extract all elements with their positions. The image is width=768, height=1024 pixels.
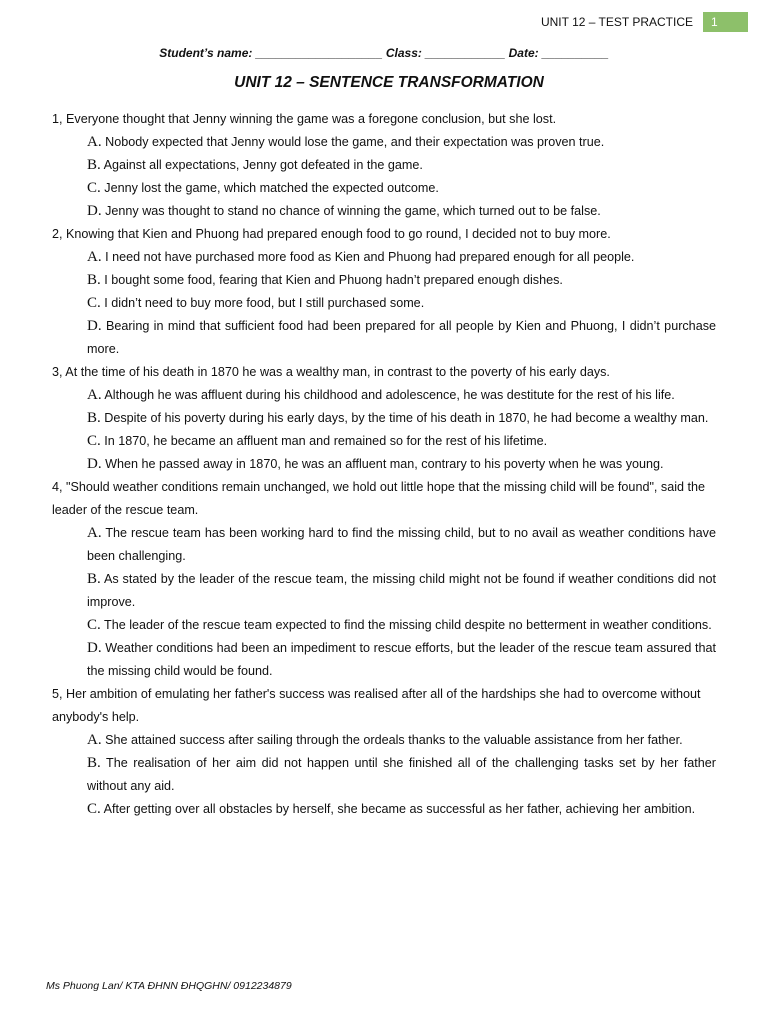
question-stem: 2, Knowing that Kien and Phuong had prepared enough food to go round, I decided not to buy more. <box>52 227 611 241</box>
answer-option <box>52 154 716 177</box>
option-text: In 1870, he became an affluent man and remained so for the rest of his lifetime. <box>104 434 548 448</box>
option-letter: C. <box>87 180 101 196</box>
answer-option <box>52 430 716 453</box>
option-text: The rescue team has been working hard to find the missing child, but to no avail as weather conditions have been challenging. <box>87 526 716 563</box>
option-letter: A. <box>87 732 102 748</box>
option-text: Although he was affluent during his childhood and adolescence, he was destitute for the rest of his life. <box>104 388 675 402</box>
option-text: I didn’t need to buy more food, but I still purchased some. <box>104 296 425 310</box>
answer-option <box>52 729 716 752</box>
answer-option <box>52 568 716 614</box>
option-text: She attained success after sailing through the ordeals thanks to the valuable assistance from her father. <box>105 733 683 747</box>
answer-option <box>52 798 716 821</box>
answer-option <box>52 752 716 798</box>
option-text: The realisation of her aim did not happen until she finished all of the challenging tasks set by her father without any aid. <box>87 756 716 793</box>
answer-option <box>52 269 716 292</box>
student-info-line: Student’s name: ___________________ Class: ____________ Date: __________ <box>159 46 609 60</box>
answer-option <box>52 292 716 315</box>
option-text: Jenny was thought to stand no chance of winning the game, which turned out to be false. <box>105 204 601 218</box>
option-letter: C. <box>87 433 101 449</box>
option-letter: A. <box>87 134 102 150</box>
option-text: Weather conditions had been an impediment to rescue efforts, but the leader of the rescue team assured that the missing child would be found. <box>87 641 716 678</box>
answer-option <box>52 200 716 223</box>
answer-option <box>52 614 716 637</box>
answer-option <box>52 522 716 568</box>
option-text: I bought some food, fearing that Kien and Phuong hadn’t prepared enough dishes. <box>104 273 563 287</box>
answer-option <box>52 384 716 407</box>
option-text: I need not have purchased more food as Kien and Phuong had prepared enough for all people. <box>105 250 635 264</box>
option-letter: B. <box>87 272 101 288</box>
answer-option <box>52 407 716 430</box>
option-letter: D. <box>87 203 102 219</box>
option-letter: D. <box>87 456 102 472</box>
option-letter: B. <box>87 410 101 426</box>
option-letter: D. <box>87 318 102 334</box>
page-number: 1 <box>703 12 748 32</box>
answer-option <box>52 246 716 269</box>
document-title: UNIT 12 – SENTENCE TRANSFORMATION <box>234 74 544 91</box>
option-text: After getting over all obstacles by herself, she became as successful as her father, achieving her ambition. <box>103 802 696 816</box>
answer-option <box>52 131 716 154</box>
answer-option <box>52 315 716 361</box>
option-letter: B. <box>87 157 101 173</box>
question-stem: 5, Her ambition of emulating her father's success was realised after all of the hardships she had to overcome without anybody's help. <box>52 687 701 724</box>
option-letter: A. <box>87 525 102 541</box>
question-stem: 4, "Should weather conditions remain unchanged, we hold out little hope that the missing child will be found", said the leader of the rescue team. <box>52 480 706 517</box>
footer-credit: Ms Phuong Lan/ KTA ĐHNN ĐHQGHN/ 0912234879 <box>46 980 292 992</box>
question-list <box>52 108 716 821</box>
answer-option <box>52 637 716 683</box>
header-title: UNIT 12 – TEST PRACTICE <box>540 15 693 29</box>
option-text: Against all expectations, Jenny got defeated in the game. <box>103 158 423 172</box>
option-text: Despite of his poverty during his early days, by the time of his death in 1870, he had become a wealthy man. <box>104 411 709 425</box>
option-letter: A. <box>87 249 102 265</box>
question-stem: 1, Everyone thought that Jenny winning the game was a foregone conclusion, but she lost. <box>52 112 557 126</box>
option-letter: C. <box>87 617 101 633</box>
option-letter: C. <box>87 801 101 817</box>
option-letter: B. <box>87 571 101 587</box>
answer-option <box>52 453 716 476</box>
option-text: Nobody expected that Jenny would lose the game, and their expectation was proven true. <box>105 135 605 149</box>
option-letter: D. <box>87 640 102 656</box>
option-text: Jenny lost the game, which matched the expected outcome. <box>104 181 439 195</box>
question-stem: 3, At the time of his death in 1870 he was a wealthy man, in contrast to the poverty of his early days. <box>52 365 610 379</box>
option-letter: C. <box>87 295 101 311</box>
option-text: When he passed away in 1870, he was an affluent man, contrary to his poverty when he was young. <box>105 457 664 471</box>
option-letter: B. <box>87 755 101 771</box>
page-header <box>541 12 748 32</box>
option-text: Bearing in mind that sufficient food had been prepared for all people by Kien and Phuong, I didn’t purchase more. <box>87 319 716 356</box>
option-letter: A. <box>87 387 102 403</box>
option-text: As stated by the leader of the rescue team, the missing child might not be found if weather conditions did not improve. <box>87 572 716 609</box>
option-text: The leader of the rescue team expected to find the missing child despite no betterment in weather conditions. <box>104 618 712 632</box>
answer-option <box>52 177 716 200</box>
